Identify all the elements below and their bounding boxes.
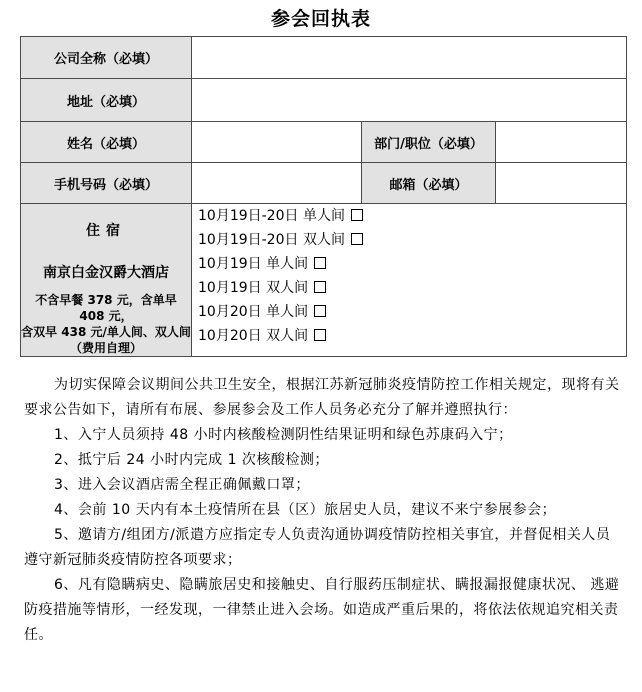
- notice-item: 1、入宁人员须持 48 小时内核酸检测阴性结果证明和绿色苏康码入宁；: [54, 427, 513, 443]
- price-line-2: 含双早 438 元/单人间、双人间: [21, 325, 191, 339]
- address-label: 地址（必填）: [21, 79, 192, 122]
- phone-field[interactable]: [192, 163, 362, 204]
- lodging-option[interactable]: 10月19日 双人间: [198, 276, 626, 300]
- phone-label: 手机号码（必填）: [21, 163, 192, 204]
- checkbox-icon[interactable]: [351, 233, 363, 245]
- name-field[interactable]: [192, 122, 362, 163]
- price-line-3: （费用自理）: [69, 341, 142, 355]
- checkbox-icon[interactable]: [314, 329, 326, 341]
- lodging-option[interactable]: 10月20日 单人间: [198, 300, 626, 324]
- notice-item: 3、进入会议酒店需全程正确佩戴口罩；: [54, 477, 310, 493]
- hotel-price: [21, 292, 191, 356]
- address-field[interactable]: [192, 79, 627, 122]
- email-field[interactable]: [496, 163, 627, 204]
- checkbox-icon[interactable]: [351, 209, 363, 221]
- dept-label: 部门/职位（必填）: [362, 122, 496, 163]
- checkbox-icon[interactable]: [314, 281, 326, 293]
- notice-section: [24, 373, 624, 648]
- price-line-1: 不含早餐 378 元，含单早 408 元，: [35, 293, 177, 323]
- hotel-name: 南京白金汉爵大酒店: [43, 265, 169, 281]
- lodging-option[interactable]: 10月19日-20日 单人间: [198, 204, 626, 228]
- notice-item: 6、凡有隐瞒病史、隐瞒旅居史和接触史、自行服药压制症状、瞒报漏报健康状况、 逃避防疫措施等情形，一经发现，一律禁止进入会场。如造成严重后果的，将依法依规追究相关责任。: [24, 577, 620, 643]
- notice-item: 4、会前 10 天内有本土疫情所在县（区）旅居史人员，建议不来宁参展参会；: [54, 502, 557, 518]
- notice-item: 2、抵宁后 24 小时内完成 1 次核酸检测；: [54, 452, 329, 468]
- email-label: 邮箱（必填）: [362, 163, 496, 204]
- lodging-option[interactable]: 10月20日 双人间: [198, 324, 626, 348]
- lodging-heading: 住宿: [86, 223, 126, 239]
- checkbox-icon[interactable]: [314, 257, 326, 269]
- lodging-options: [192, 204, 627, 357]
- company-field[interactable]: [192, 37, 627, 79]
- lodging-info: [21, 204, 192, 357]
- notice-intro: 为切实保障会议期间公共卫生安全，根据江苏新冠肺炎疫情防控工作相关规定，现将有关要求公告如下，请所有布展、参展参会及工作人员务必充分了解并遵照执行：: [24, 377, 620, 418]
- lodging-option[interactable]: 10月19日 单人间: [198, 252, 626, 276]
- page-title: 参会回执表: [270, 8, 371, 30]
- checkbox-icon[interactable]: [314, 305, 326, 317]
- notice-item: 5、邀请方/组团方/派遣方应指定专人负责沟通协调疫情防控相关事宜，并督促相关人员遵守新冠肺炎疫情防控各项要求；: [24, 527, 611, 568]
- company-label: 公司全称（必填）: [21, 37, 192, 79]
- dept-field[interactable]: [496, 122, 627, 163]
- registration-form: [20, 36, 627, 357]
- name-label: 姓名（必填）: [21, 122, 192, 163]
- lodging-option[interactable]: 10月19日-20日 双人间: [198, 228, 626, 252]
